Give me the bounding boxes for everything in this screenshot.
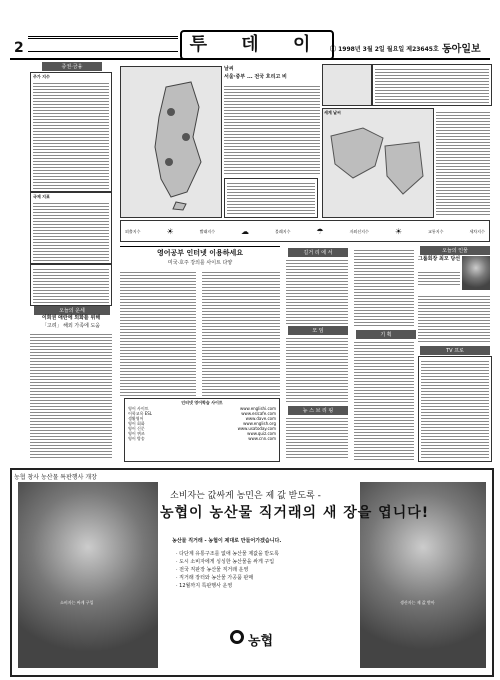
sites-table: [124, 398, 280, 462]
world-weather-text: [436, 110, 490, 216]
site-name: 영어 사이트: [128, 406, 149, 411]
ad-photo-left: [18, 482, 158, 668]
site-row: [125, 436, 279, 441]
city-forecast-table: [372, 64, 492, 106]
person-title: 그룹회장 최모 당선: [418, 256, 461, 262]
story-title: 이희권 애란에 외화를 위해: [41, 315, 101, 321]
page-title: 투 데 이: [180, 30, 334, 60]
index-carwash: 세차지수: [469, 228, 485, 234]
site-name: 영어 퀴즈: [128, 431, 145, 436]
umbrella-icon: ☂: [316, 226, 324, 236]
world-map: [323, 116, 431, 212]
paper-name: 동아일보: [442, 44, 481, 55]
column-label-meeting: 모 임: [288, 326, 348, 335]
nonghyup-logo-icon: [230, 630, 244, 644]
site-url: www.english.org: [243, 421, 276, 426]
site-name: 생활영어: [128, 416, 144, 421]
tv-schedule-rows: [421, 359, 489, 459]
stock-rows: [33, 81, 109, 189]
ad-logo-text: 농협: [248, 634, 274, 649]
site-name: 영어 신문: [128, 426, 145, 431]
weather-heading: 서울·중부 ... 전국 흐리고 비: [224, 74, 287, 80]
story-body: [30, 332, 112, 460]
site-url: www.quiz.com: [247, 431, 276, 436]
sun-icon-2: ☀: [394, 226, 403, 236]
temperature-rows: [227, 181, 315, 215]
feature-body-right: [202, 270, 280, 396]
ad-bullet-list: [176, 550, 356, 590]
meeting-body: [286, 336, 348, 404]
ad-bullet: · 12월까지 특판행사 운영: [176, 583, 233, 589]
feature-subtitle: 미국·호주 강의를 사이트 다양: [167, 260, 233, 266]
index-uv: 자외선지수: [349, 228, 369, 234]
ad-caption-left: 소비자는 싸게 구입: [60, 600, 94, 605]
stock-table: [30, 72, 112, 192]
ad-bullet: · 전국 직판장 농산물 직거래 운영: [176, 567, 249, 573]
ad-top-label: 농협 창사 농산물 특판행사 개장: [14, 474, 97, 481]
column-label-news: 뉴 스 브 리 핑: [288, 406, 348, 415]
city-forecast-rows: [375, 67, 489, 103]
korea-weather-map: [120, 66, 222, 218]
person-label: 오늘의 인물: [420, 246, 490, 255]
ad-feature-title: 농산물 직거래 - 농협이 제대로 만들어가겠습니다.: [172, 538, 282, 544]
street-body: [286, 258, 348, 324]
exchange-table: [30, 192, 112, 264]
tv-schedule: [418, 356, 492, 462]
header-band: [28, 36, 178, 52]
ad-headline: 농협이 농산물 직거래의 새 장을 엽니다!: [160, 505, 430, 521]
person-photo: [462, 256, 490, 290]
site-url: www.cnn.com: [248, 436, 276, 441]
index-table: [30, 264, 112, 306]
story-subtitle: 「고려」 해외 가족에 도움: [41, 323, 101, 329]
index-outing: 외출지수: [125, 228, 141, 234]
index-rows: [33, 267, 109, 303]
weather-label: 날씨: [224, 66, 234, 72]
site-url: www.englishi.com: [239, 406, 276, 411]
index-laundry: 빨래지수: [199, 228, 216, 234]
world-weather-label: 세계 날씨: [324, 110, 341, 115]
ad-bullet: · 직거래 장터와 농산물 가공품 판매: [176, 575, 254, 581]
ad-bullet: · 도시 소비자에게 싱싱한 농산물을 싸게 구입: [176, 559, 275, 565]
fortune-label: 오늘의 운세: [34, 306, 110, 315]
sites-table-heading: 인터넷 영어학습 사이트: [181, 400, 223, 405]
ad-bullet: · 다단계 유통구조를 없애 농산물 제값을 받도록: [176, 551, 279, 557]
weather-index-strip: [120, 220, 490, 242]
exchange-heading: 국제 지표: [33, 194, 50, 199]
site-name: 영어 방송: [128, 436, 145, 441]
right-body-b: [354, 340, 414, 460]
person-body: [418, 294, 490, 344]
weather-body: [224, 84, 320, 174]
person-intro: [418, 270, 460, 290]
tv-label: TV 프로: [420, 346, 490, 355]
weather-column: [224, 66, 320, 80]
site-url: www.usatoday.com: [237, 426, 276, 431]
news-body: [286, 416, 348, 460]
exchange-rows: [33, 201, 109, 261]
section-label: 증권·금융: [42, 62, 102, 71]
stock-heading: 주가 지수: [33, 74, 50, 79]
temperature-table: [224, 178, 318, 218]
ad-caption-right: 생산자는 제 값 받아: [400, 600, 435, 605]
feature-body-left: [120, 270, 196, 396]
world-weather-map: [322, 108, 434, 218]
site-url: www.eslcafe.com: [241, 411, 276, 416]
map-outline: [121, 67, 221, 217]
right-body-a: [354, 248, 414, 328]
sun-icon: ☀: [166, 226, 174, 236]
site-name: 어학교육 ESL: [128, 411, 153, 416]
site-url: www.dave.com: [245, 416, 276, 421]
date-line: ⓒ 1998년 3월 2일 월요일 제23645호: [330, 46, 439, 53]
column-label-street: 길거 리 에 서: [288, 248, 348, 257]
feature-rule: [120, 246, 280, 247]
ad-lead: 소비자는 값싸게 농민은 제 값 받도록 -: [170, 491, 321, 501]
weather-icons: [322, 64, 372, 106]
sites-table-rows: [125, 406, 279, 441]
site-name: 영어 회화: [128, 421, 145, 426]
column-label-plan: 기 획: [356, 330, 416, 339]
index-traffic: 교통지수: [428, 228, 444, 234]
header-rule: [10, 58, 490, 60]
index-discomfort: 불쾌지수: [274, 228, 291, 234]
feature-title: 영어공부 인터넷 이용하세요: [156, 249, 244, 257]
cloud-icon: ☁: [241, 226, 250, 236]
page-number: 2: [14, 40, 24, 56]
